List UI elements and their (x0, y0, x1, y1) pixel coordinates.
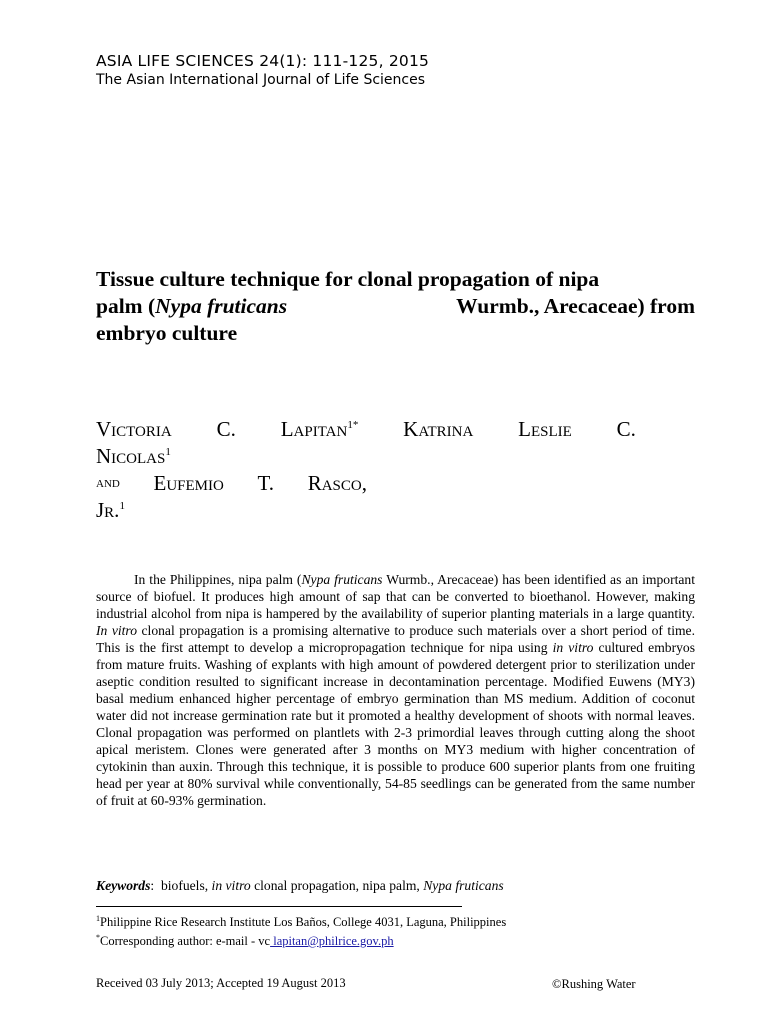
footnote-1-text: Philippine Rice Research Institute Los Baños, College 4031, Laguna, Philippines (100, 915, 507, 929)
journal-subtitle: The Asian International Journal of Life Sciences (96, 72, 426, 88)
author-2-affiliation: 1 (165, 446, 171, 458)
title-line-2-start (96, 293, 287, 320)
abstract-part-3: clonal propagation is a promising alternative to produce such materials over a short period of time. This is the first attempt to develop a micropropagation technique for nipa using (96, 623, 695, 655)
author-3-first: Eufemio (153, 471, 224, 495)
title-line-1: Tissue culture technique for clonal propagation of nipa (96, 267, 600, 291)
abstract-in-vitro-2: in vitro (552, 640, 594, 655)
author-1-middle: C. (216, 417, 236, 441)
author-list (96, 416, 636, 524)
abstract-part-4: cultured embryos from mature fruits. Washing of explants with high amount of powdered detergent prior to sterilization under aseptic condition resulted to significant increase in decontamination percentage. Modified Euwens (MY3) basal medium enhanced higher percentage of embryo germination than MS medium. Addition of coconut water did not increase germination rate but it promoted a healthy development of shoots with normal leaves. Clonal propagation was performed on plantlets with 2-3 primordial leaves through cutting along the shoot apical meristem. Clones were generated after 3 months on MY3 medium with higher concentration of cytokinin than auxin. Through this technique, it is possible to produce 600 superior plants from one fruiting head per year at 80% survival while conventionally, 54-85 seedlings can be generated from the same number of fruit at 60-93% germination. (96, 640, 695, 808)
title-line-3: embryo culture (96, 321, 238, 345)
author-3-last: Rasco, (307, 471, 367, 495)
footnote-1-marker: 1 (96, 913, 100, 923)
author-line-3 (96, 470, 367, 497)
copyright: ©Rushing Water (552, 977, 636, 991)
author-1-surname: Lapitan (280, 417, 348, 441)
author-3-affiliation: 1 (119, 500, 125, 512)
author-2-middle: Leslie (518, 417, 572, 441)
title-palm: palm ( (96, 294, 156, 318)
footnote-2-marker: * (96, 932, 100, 942)
author-2-first: Katrina (403, 417, 474, 441)
author-3-middle: T. (257, 471, 275, 495)
abstract-part-1: In the Philippines, nipa palm ( (134, 572, 302, 587)
author-1-first: Victoria (96, 417, 172, 441)
keyword-2: in vitro (211, 878, 251, 893)
author-1-affiliation: 1* (347, 419, 359, 431)
abstract-species: Nypa fruticans (301, 572, 383, 587)
footnote-affiliation (96, 914, 506, 930)
author-line-4 (96, 497, 636, 524)
title-line-2 (96, 293, 695, 320)
keyword-4: Nypa fruticans (423, 878, 504, 893)
footnote-corresponding (96, 933, 394, 949)
abstract (96, 571, 695, 809)
keywords-colon: : (150, 878, 161, 893)
author-3-suffix: Jr. (96, 498, 120, 522)
journal-name: ASIA LIFE SCIENCES 24(1): 111-125, 2015 (96, 52, 430, 70)
footnote-divider (96, 906, 462, 907)
keywords-label: Keywords (96, 878, 151, 893)
keyword-3: clonal propagation, nipa palm, (250, 878, 424, 893)
received-dates: Received 03 July 2013; Accepted 19 August 2013 (96, 976, 346, 990)
paper-title (96, 266, 695, 347)
abstract-part-2: Wurmb., Arecaceae) has been identified as an important source of biofuel. It produces high amount of sap that can be converted to bioethanol. However, making industrial alcohol from nipa is hampered by the availability of superior planting materials in a large quantity. (96, 572, 695, 621)
and-connector: and (96, 475, 120, 491)
author-1-last (281, 416, 359, 443)
abstract-in-vitro-1: In vitro (96, 623, 138, 638)
author-2-initial: C. (616, 417, 636, 441)
title-line-2-end: Wurmb., Arecaceae) from (451, 294, 695, 318)
title-species: Nypa fruticans (155, 294, 288, 318)
journal-header (96, 52, 429, 89)
author-2-surname: Nicolas (96, 444, 166, 468)
author-line-1 (96, 416, 636, 443)
keywords (96, 877, 504, 894)
footnote-2-text: Corresponding author: e-mail - vc (100, 934, 271, 948)
author-line-2 (96, 443, 636, 470)
keyword-1: biofuels, (160, 878, 212, 893)
email-link[interactable]: lapitan@philrice.gov.ph (270, 934, 394, 948)
